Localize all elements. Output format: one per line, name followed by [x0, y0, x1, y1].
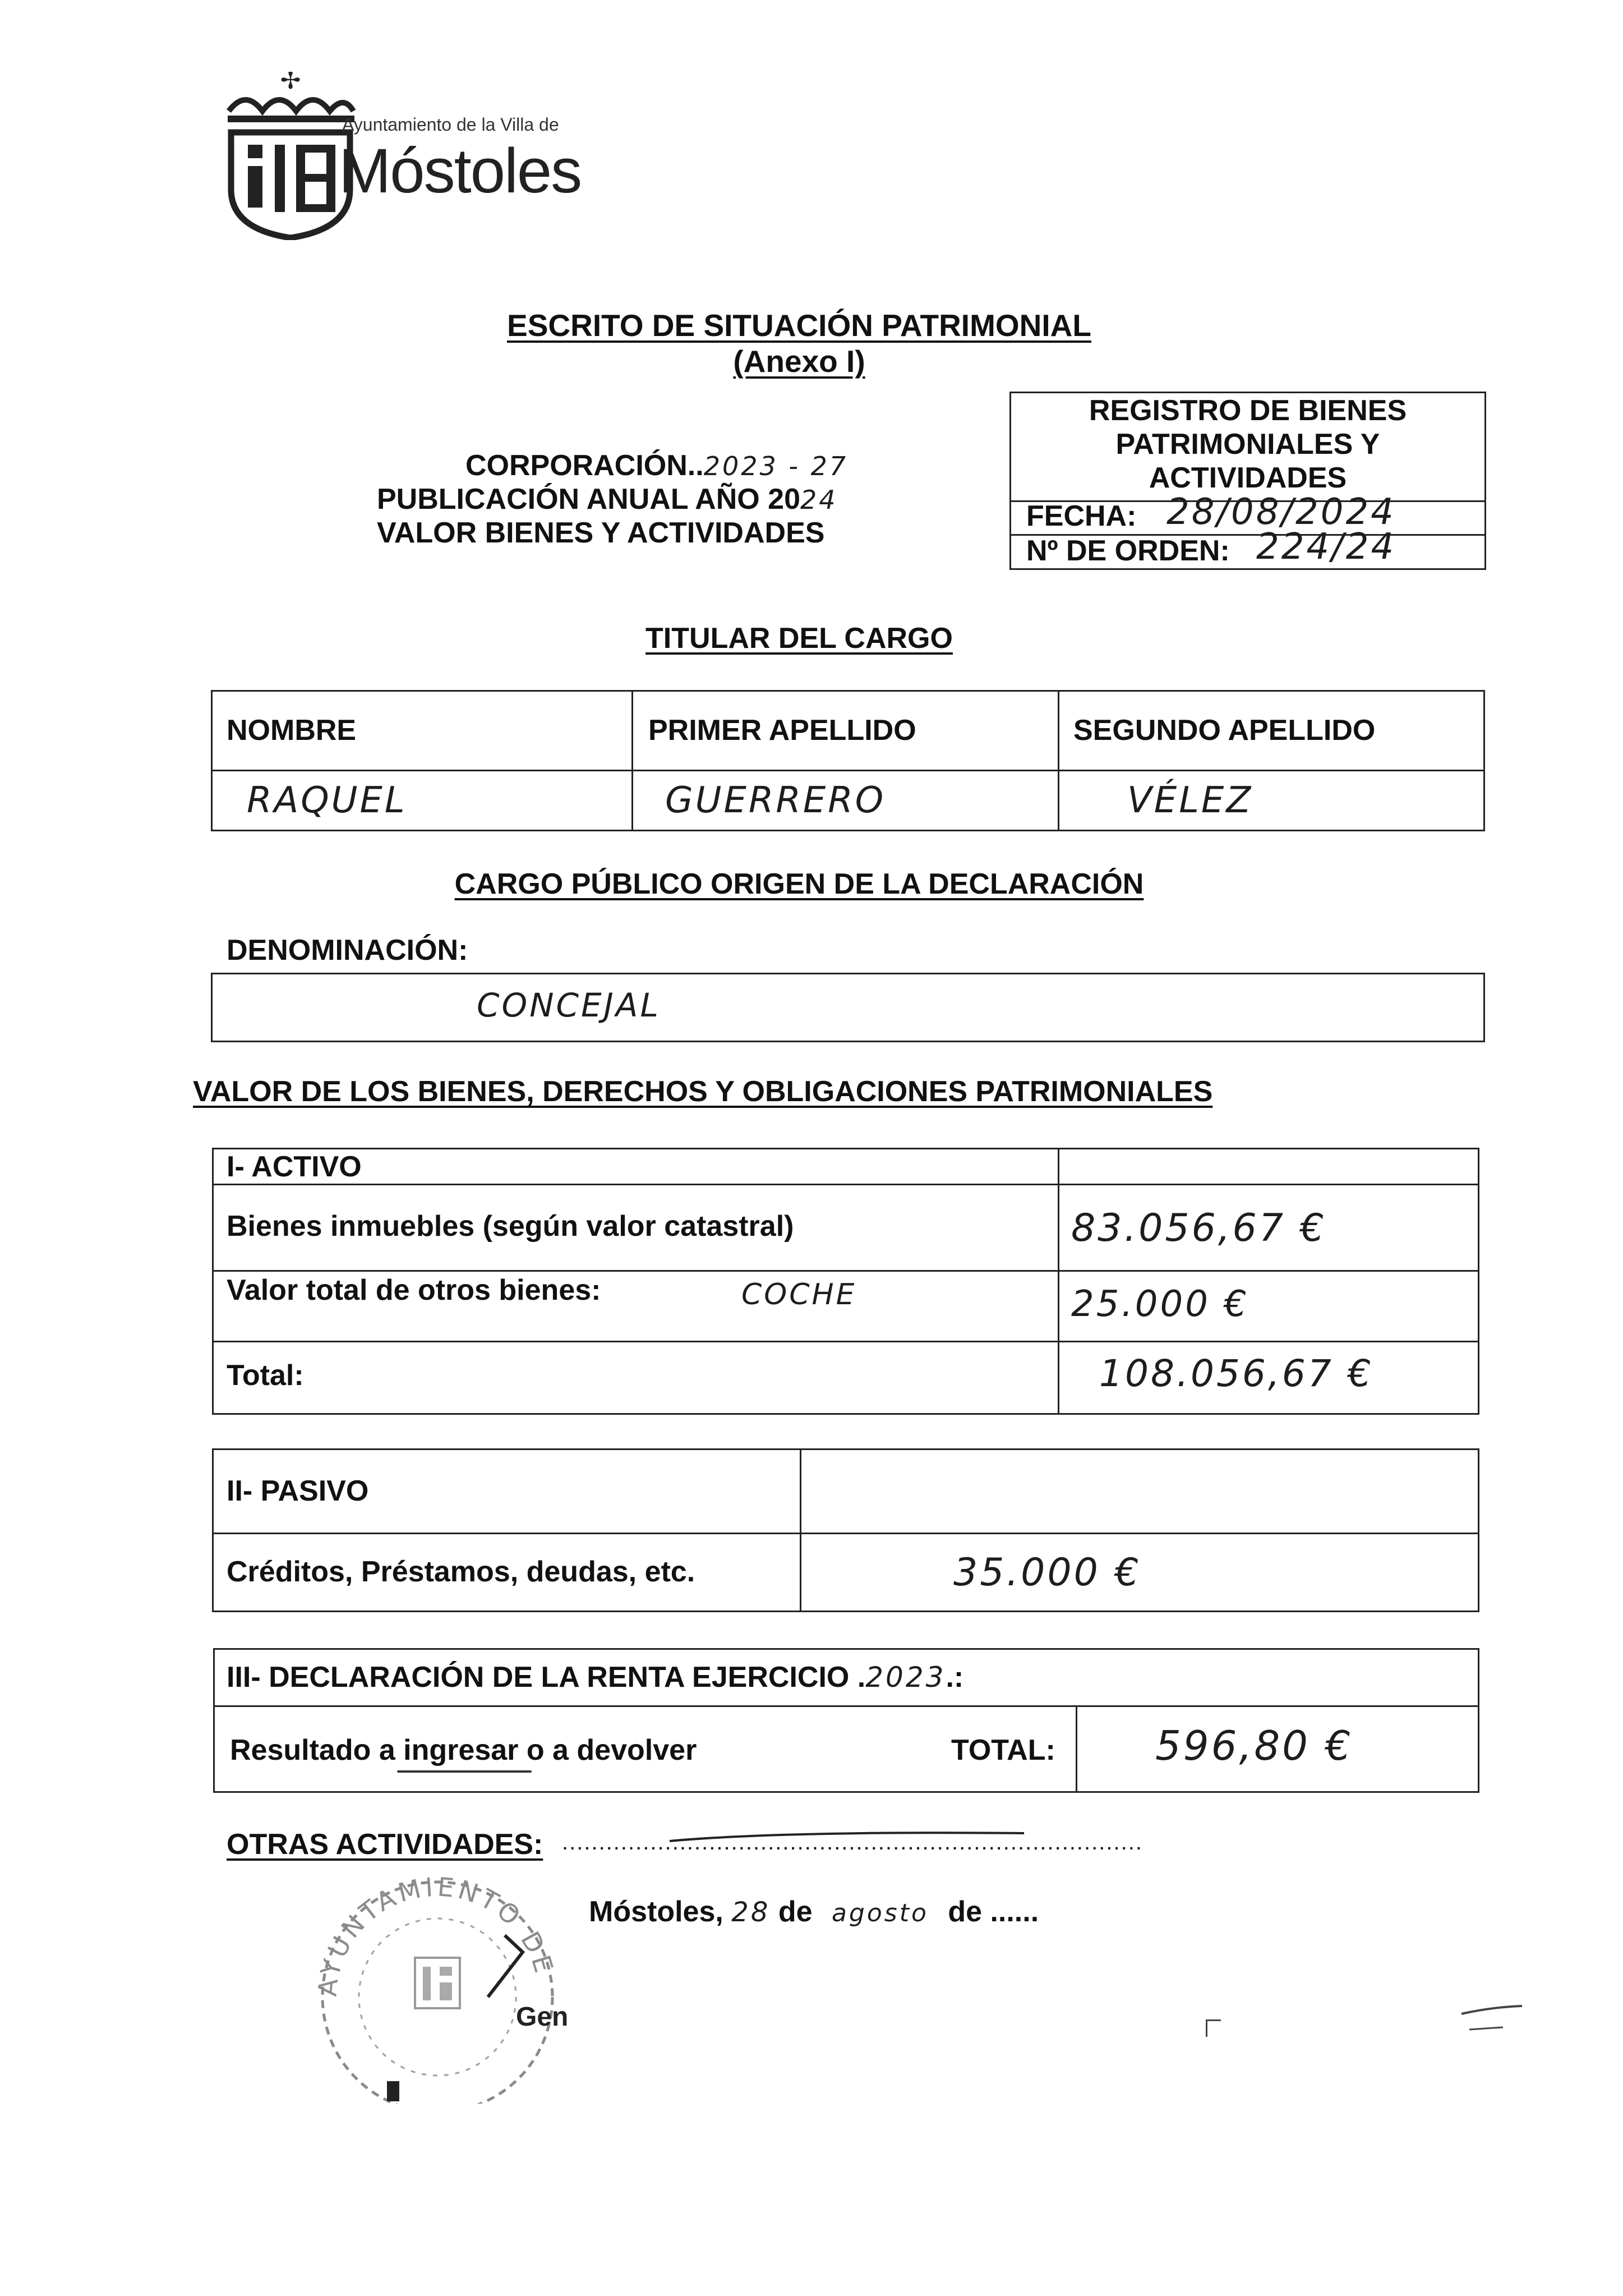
titular-row-divider	[211, 770, 1485, 771]
valor-section-title: VALOR DE LOS BIENES, DERECHOS Y OBLIGACIONES PATRIMONIALES	[193, 1075, 1213, 1108]
svg-text:AYUNTAMIENTO DE MÓSTOLES	[303, 1868, 562, 1998]
activo-row-divider-2	[212, 1270, 1479, 1272]
ingresar-underline	[397, 1770, 532, 1773]
firma-place: Móstoles,	[589, 1895, 723, 1928]
otros-bienes-label: Valor total de otros bienes:	[227, 1274, 601, 1306]
fecha-value: 28/08/2024	[1166, 491, 1396, 533]
renta-title	[227, 1660, 963, 1694]
corporacion-value: 2023 - 27	[703, 451, 849, 481]
publicacion-value: 24	[800, 485, 838, 515]
otros-bienes-value: 25.000 €	[1071, 1283, 1249, 1325]
activo-row-divider-1	[212, 1184, 1479, 1185]
renta-row-divider	[213, 1705, 1479, 1707]
segundo-apellido-header: SEGUNDO APELLIDO	[1073, 714, 1376, 747]
registro-title-1: REGISTRO DE BIENES	[1089, 394, 1407, 427]
coat-of-arms-icon	[223, 72, 358, 240]
otras-actividades-label: OTRAS ACTIVIDADES:	[227, 1828, 543, 1861]
inmuebles-label: Bienes inmuebles (según valor catastral)	[227, 1210, 794, 1243]
registro-title-2: PATRIMONIALES Y	[1115, 428, 1380, 461]
municipality-logo	[223, 72, 358, 240]
otras-actividades-stroke	[667, 1829, 1026, 1843]
fecha-label: FECHA:	[1026, 500, 1137, 532]
activo-title: I- ACTIVO	[227, 1151, 362, 1183]
municipal-stamp	[303, 1868, 572, 2104]
renta-col-divider	[1076, 1705, 1077, 1793]
renta-year: 2023	[865, 1661, 946, 1694]
firma-de-1: de	[778, 1895, 813, 1928]
pasivo-col-divider	[800, 1448, 801, 1612]
stamp-text: AYUNTAMIENTO DE	[312, 1871, 560, 1998]
firma-line	[589, 1895, 1039, 1929]
firma-day: 28	[731, 1897, 771, 1928]
pen-mark-icon	[1458, 2003, 1525, 2036]
registro-title-3: ACTIVIDADES	[1149, 462, 1347, 494]
publicacion-label: PUBLICACIÓN ANUAL AÑO 20	[377, 483, 801, 516]
stamp-seal-icon	[303, 1868, 572, 2104]
activo-total-label: Total:	[227, 1359, 304, 1392]
resultado-label: Resultado a ingresar o a devolver	[230, 1734, 697, 1766]
publicacion-line	[377, 482, 838, 516]
denominacion-value: CONCEJAL	[477, 986, 661, 1024]
mark-corner	[1206, 2019, 1221, 2037]
activo-total-value: 108.056,67 €	[1099, 1352, 1373, 1395]
document-subtitle: (Anexo I)	[733, 344, 865, 379]
nombre-header: NOMBRE	[227, 714, 357, 747]
orden-value: 224/24	[1256, 526, 1396, 568]
orden-label: Nº DE ORDEN:	[1026, 535, 1230, 567]
titular-col-divider-2	[1058, 690, 1059, 831]
titular-col-divider-1	[631, 690, 633, 831]
creditos-label: Créditos, Préstamos, deudas, etc.	[227, 1556, 695, 1588]
stamp-center-text: Gen	[516, 2002, 569, 2032]
creditos-value: 35.000 €	[953, 1550, 1141, 1595]
mark-stroke-right	[1458, 2003, 1525, 2036]
denominacion-label: DENOMINACIÓN:	[227, 934, 468, 967]
corporacion-line	[465, 449, 848, 482]
otras-actividades-dots: ...............................................................................	[562, 1830, 1143, 1855]
pasivo-row-divider	[212, 1533, 1479, 1534]
renta-title-prefix: III- DECLARACIÓN DE LA RENTA EJERCICIO .	[227, 1661, 866, 1694]
primer-apellido-value: GUERRERO	[665, 780, 886, 821]
municipality-line: Ayuntamiento de la Villa de	[342, 114, 559, 135]
inmuebles-value: 83.056,67 €	[1071, 1206, 1326, 1250]
municipality-name: Móstoles	[339, 136, 582, 206]
titular-section-title: TITULAR DEL CARGO	[645, 622, 953, 655]
pasivo-title: II- PASIVO	[227, 1475, 369, 1507]
cargo-section-title: CARGO PÚBLICO ORIGEN DE LA DECLARACIÓN	[454, 868, 1144, 900]
corporacion-label: CORPORACIÓN..	[465, 449, 704, 482]
valor-bienes-label: VALOR BIENES Y ACTIVIDADES	[377, 517, 825, 549]
firma-dots: ......	[990, 1895, 1039, 1928]
renta-total-label: TOTAL:	[951, 1734, 1055, 1766]
activo-row-divider-3	[212, 1341, 1479, 1342]
pen-stroke-icon	[667, 1829, 1026, 1843]
denominacion-box	[211, 973, 1485, 1042]
firma-de-2: de	[948, 1895, 983, 1928]
nombre-value: RAQUEL	[247, 780, 407, 821]
segundo-apellido-value: VÉLEZ	[1127, 780, 1253, 821]
activo-col-divider	[1058, 1148, 1059, 1415]
document-title: ESCRITO DE SITUACIÓN PATRIMONIAL	[507, 308, 1091, 343]
svg-text:✢: ✢	[280, 72, 301, 95]
firma-month: agosto	[831, 1899, 929, 1927]
otros-bienes-note: COCHE	[741, 1278, 857, 1312]
primer-apellido-header: PRIMER APELLIDO	[648, 714, 916, 747]
renta-total-value: 596,80 €	[1155, 1722, 1353, 1769]
renta-title-suffix: .:	[946, 1661, 964, 1694]
